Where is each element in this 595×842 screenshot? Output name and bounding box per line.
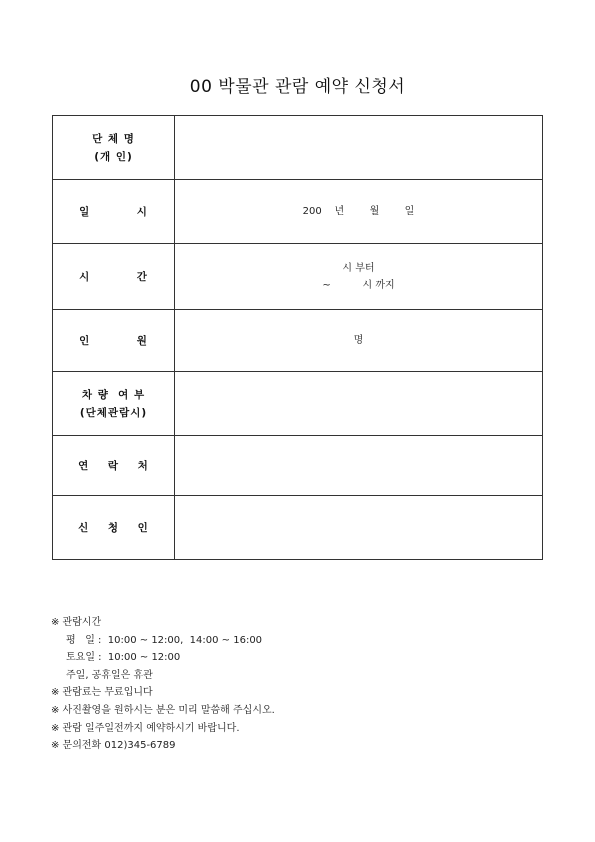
time-field[interactable] [175, 244, 543, 310]
label-text: 인 원 [79, 334, 148, 347]
people-unit: 명 [353, 335, 364, 346]
label-text: 연 락 처 [78, 459, 149, 472]
note-admission-fee: ※ 관람료는 무료입니다 [51, 687, 153, 699]
time-end-value: ~ 시 까지 [322, 279, 395, 291]
label-subtext: (단체관람시) [79, 406, 148, 419]
vehicle-label [53, 372, 175, 436]
label-text: 단 체 명 [92, 132, 135, 145]
form-row-time [53, 244, 543, 310]
form-row-applicant [53, 496, 543, 560]
group-name-field[interactable] [175, 116, 543, 180]
label-text: 신 청 인 [78, 521, 149, 534]
group-name-label [53, 116, 175, 180]
note-viewing-hours: ※ 관람시간 [51, 617, 102, 628]
form-row-contact [53, 436, 543, 496]
applicant-field[interactable] [175, 496, 543, 560]
contact-field[interactable] [175, 436, 543, 496]
form-row-date [53, 180, 543, 244]
date-field[interactable] [175, 180, 543, 244]
form-row-vehicle [53, 372, 543, 436]
note-saturday-hours: 토요일 : 10:00 ~ 12:00 [66, 652, 181, 664]
form-row-people [53, 310, 543, 372]
time-start-value: 시 부터 [342, 262, 375, 274]
contact-label [53, 436, 175, 496]
people-label [53, 310, 175, 372]
form-row-group-name [53, 116, 543, 180]
vehicle-field[interactable] [175, 372, 543, 436]
note-weekday-hours: 평 일 : 10:00 ~ 12:00, 14:00 ~ 16:00 [66, 634, 263, 646]
label-subtext: (개 인) [94, 150, 133, 163]
note-closed-days: 주일, 공휴일은 휴관 [66, 669, 153, 681]
reservation-form-table [52, 115, 543, 560]
label-text: 시 간 [79, 270, 148, 283]
notes-section [51, 614, 275, 755]
date-value: 200 년 월 일 [302, 206, 415, 217]
time-label [53, 244, 175, 310]
note-reservation-deadline: ※ 관람 일주일전까지 예약하시기 바랍니다. [51, 722, 240, 734]
page-title: 00 박물관 관람 예약 신청서 [189, 77, 406, 97]
people-field[interactable] [175, 310, 543, 372]
note-photography: ※ 사진촬영을 원하시는 분은 미리 말씀해 주십시오. [51, 704, 275, 716]
note-contact-phone: ※ 문의전화 012)345-6789 [51, 740, 176, 752]
label-text: 일 시 [79, 205, 148, 218]
date-label [53, 180, 175, 244]
applicant-label [53, 496, 175, 560]
label-text: 차 량 여 부 [81, 388, 146, 401]
